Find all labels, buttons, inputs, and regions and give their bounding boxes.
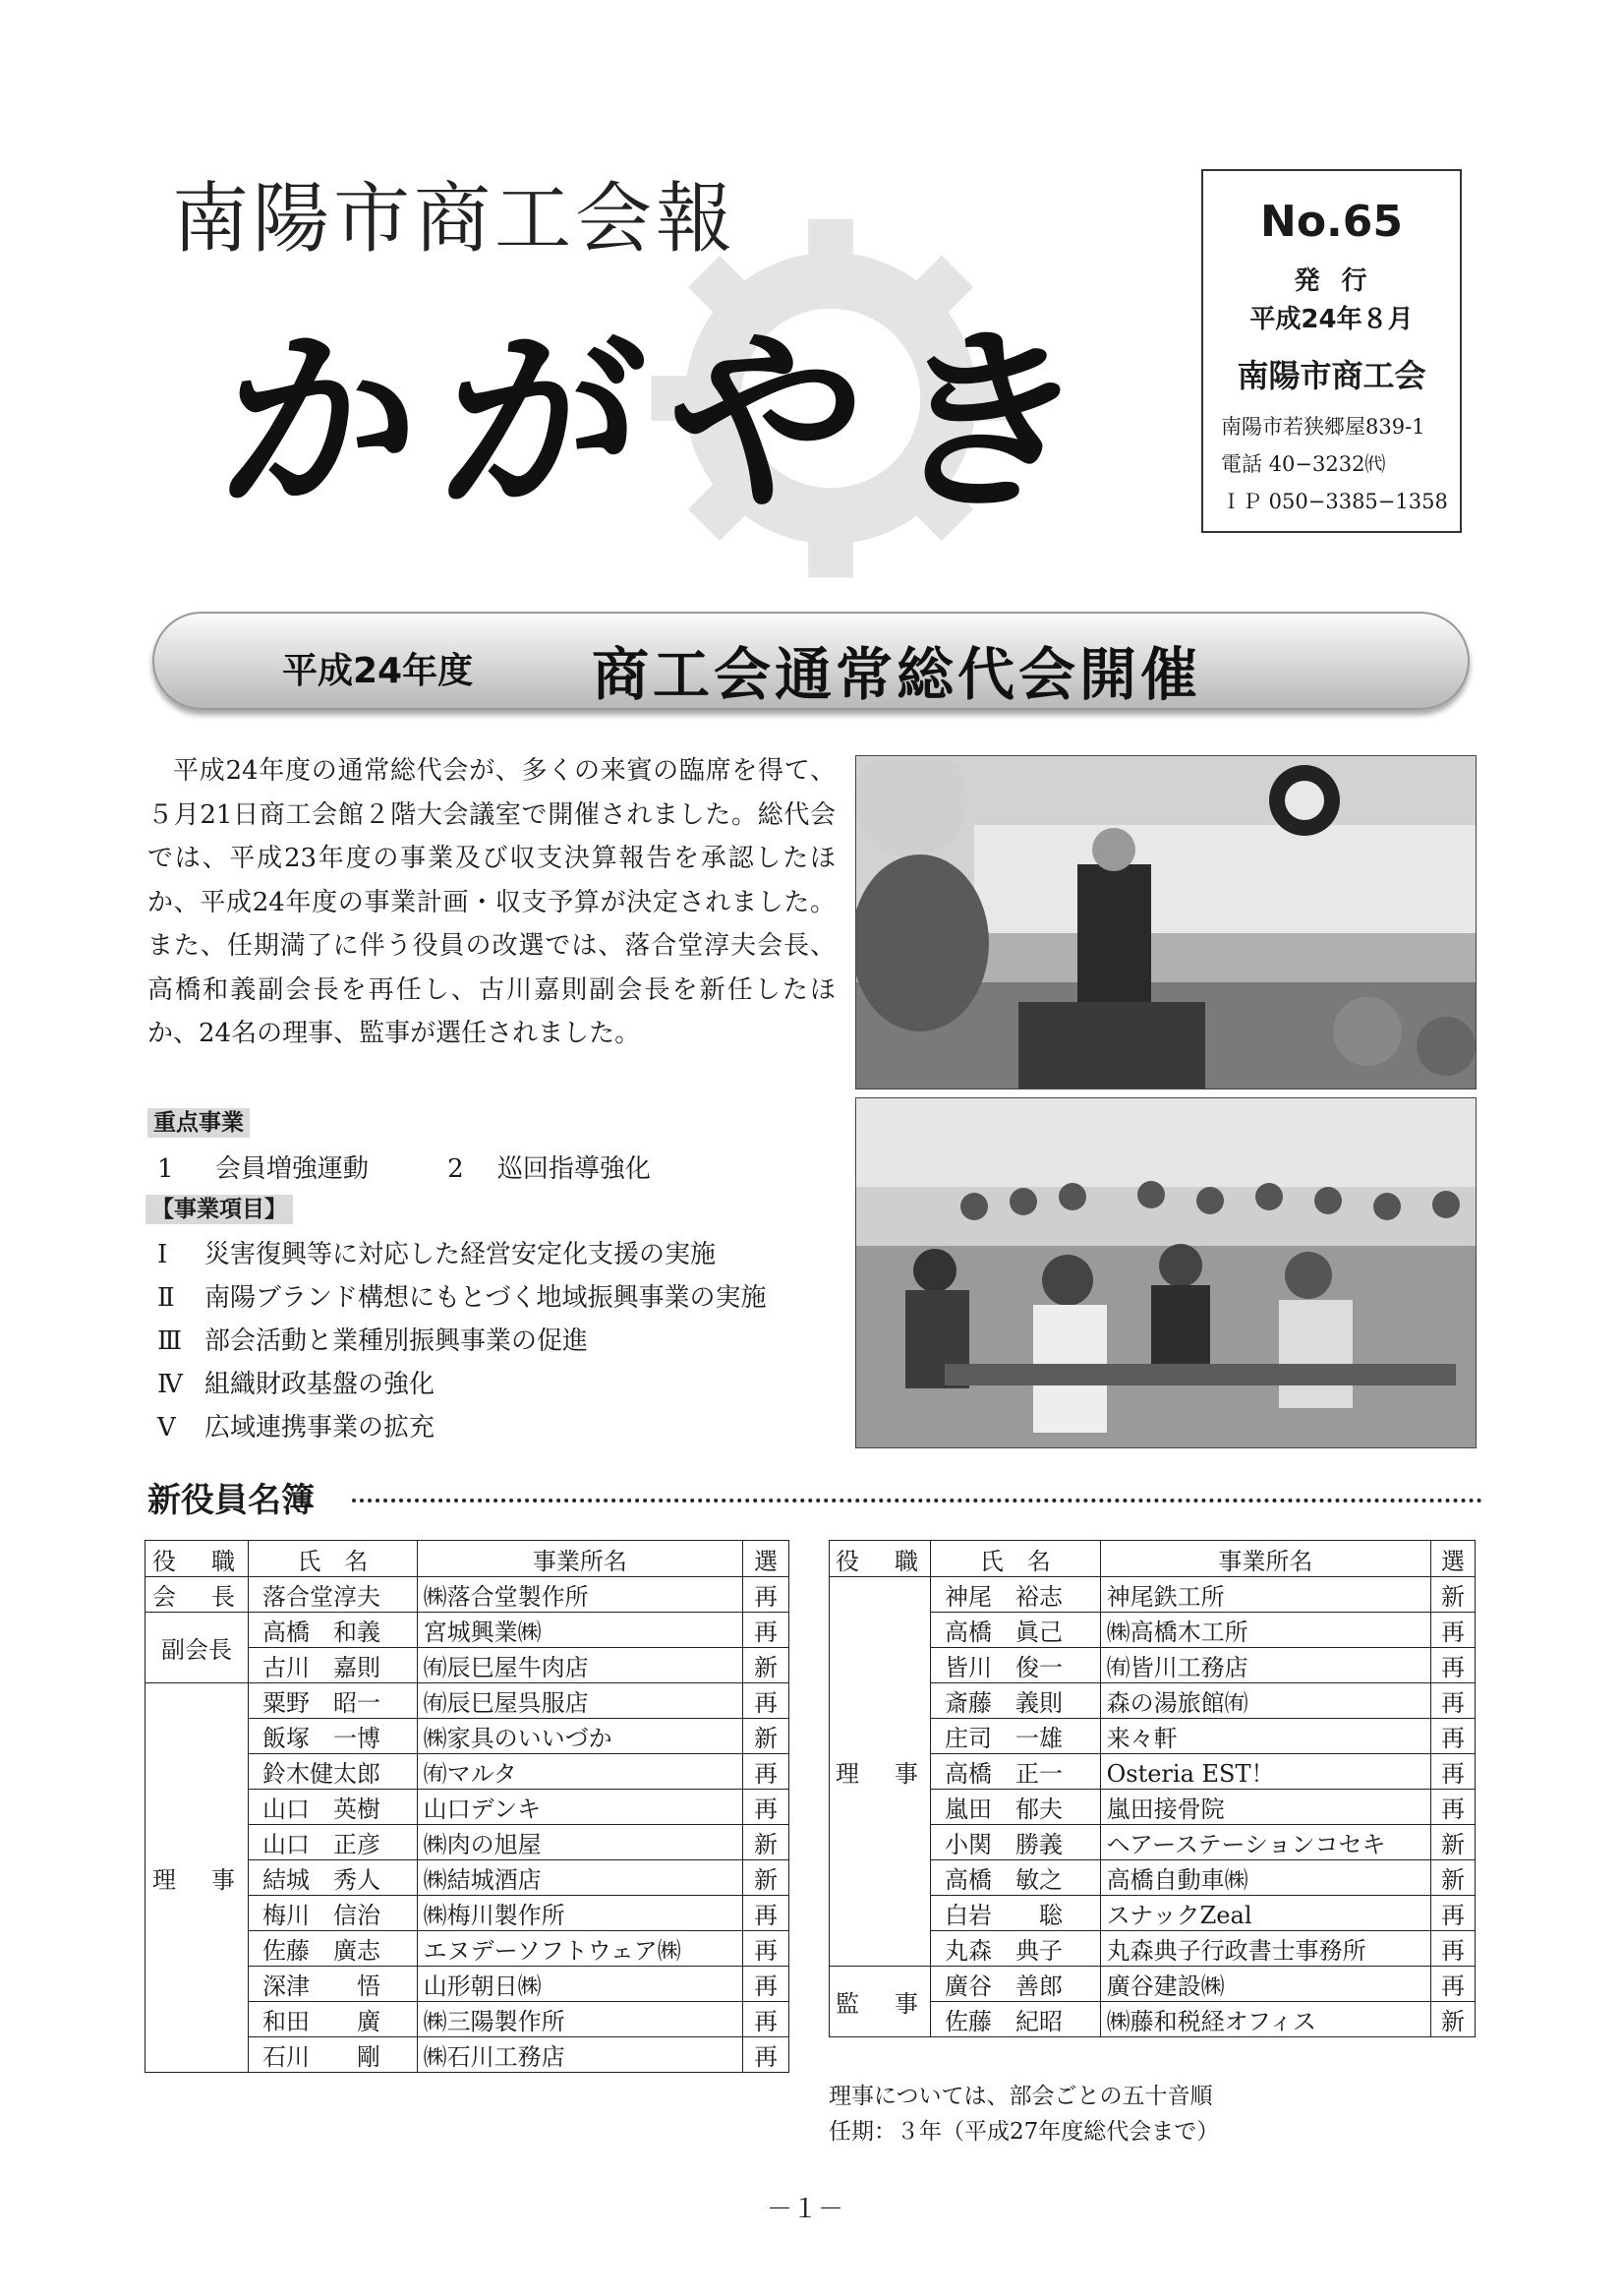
office-cell: 森の湯旅館㈲ <box>1100 1683 1430 1719</box>
office-cell: ㈱結城酒店 <box>417 1860 742 1896</box>
note-order: 理事については、部会ごとの五十音順 <box>829 2084 1213 2109</box>
page-number: －１－ <box>767 2195 844 2224</box>
roster-heading: 新役員名簿 <box>147 1481 315 1520</box>
project-text: 部会活動と業種別振興事業の促進 <box>204 1326 589 1356</box>
sel-cell: 再 <box>1431 1719 1476 1754</box>
sel-cell: 再 <box>743 1790 789 1825</box>
name-cell: 石川 剛 <box>248 2037 417 2073</box>
header-office: 事業所名 <box>417 1541 742 1577</box>
sel-cell: 再 <box>743 1967 789 2002</box>
office-cell: ㈱梅川製作所 <box>417 1896 742 1931</box>
sel-cell: 新 <box>1431 1825 1476 1860</box>
office-cell: 丸森典子行政書士事務所 <box>1100 1931 1430 1967</box>
project-text: 組織財政基盤の強化 <box>204 1370 435 1399</box>
list-item <box>157 1320 766 1363</box>
heading-dotted-rule <box>352 1499 1482 1502</box>
sel-cell: 再 <box>1431 1754 1476 1790</box>
project-num: Ⅴ <box>157 1413 176 1442</box>
issue-date: 平成24年８月 <box>1249 305 1414 334</box>
publication-title: 南陽市商工会報 <box>172 175 737 264</box>
office-cell: ㈲辰巳屋呉服店 <box>417 1683 742 1719</box>
sel-cell: 新 <box>743 1648 789 1683</box>
header-name: 氏 名 <box>931 1541 1101 1577</box>
priority-section <box>147 1104 250 1137</box>
sel-cell: 再 <box>743 1613 789 1648</box>
office-cell: エヌデーソフトウェア㈱ <box>417 1931 742 1967</box>
table-header-row <box>145 1541 789 1577</box>
priority-item-1-text: 会員増強運動 <box>214 1154 369 1184</box>
priority-item-2-text: 巡回指導強化 <box>496 1154 651 1184</box>
sel-cell: 再 <box>743 2037 789 2073</box>
issue-info-box <box>1201 169 1462 533</box>
name-cell: 粟野 昭一 <box>248 1683 417 1719</box>
office-cell: ㈱家具のいいづか <box>417 1719 742 1754</box>
office-cell: ㈱三陽製作所 <box>417 2002 742 2037</box>
issue-number: No.65 <box>1260 197 1403 247</box>
office-cell: ㈲マルタ <box>417 1754 742 1790</box>
table-header-row <box>830 1541 1476 1577</box>
project-text: 南陽ブランド構想にもとづく地域振興事業の実施 <box>204 1283 767 1313</box>
list-item <box>157 1406 766 1449</box>
priority-item-2-num: 2 <box>447 1154 464 1184</box>
project-num: Ⅰ <box>157 1240 168 1269</box>
role-cell: 監 事 <box>830 1967 931 2037</box>
name-cell: 高橋 正一 <box>931 1754 1101 1790</box>
project-num: Ⅲ <box>157 1326 183 1356</box>
name-cell: 神尾 裕志 <box>931 1577 1101 1613</box>
office-cell: 山口デンキ <box>417 1790 742 1825</box>
sel-cell: 新 <box>1431 2002 1476 2037</box>
header-sel: 選 <box>1431 1541 1476 1577</box>
address: 南陽市若狭郷屋839-1 <box>1221 415 1425 439</box>
table-row <box>145 1683 789 1719</box>
header-name: 氏 名 <box>248 1541 417 1577</box>
office-cell: ㈱落合堂製作所 <box>417 1577 742 1613</box>
sel-cell: 再 <box>743 1577 789 1613</box>
sel-cell: 再 <box>743 1896 789 1931</box>
organization-name: 南陽市商工会 <box>1237 357 1426 394</box>
office-cell: 宮城興業㈱ <box>417 1613 742 1648</box>
office-cell: ヘアーステーションコセキ <box>1100 1825 1430 1860</box>
name-cell: 山口 英樹 <box>248 1790 417 1825</box>
contact-details <box>1203 408 1460 520</box>
photo-speaker-at-podium <box>855 755 1477 1089</box>
name-cell: 高橋 眞己 <box>931 1613 1101 1648</box>
name-cell: 高橋 敏之 <box>931 1860 1101 1896</box>
projects-section <box>145 1191 293 1223</box>
roster-table-left <box>145 1540 789 2073</box>
name-cell: 鈴木健太郎 <box>248 1754 417 1790</box>
name-cell: 庄司 一雄 <box>931 1719 1101 1754</box>
name-cell: 白岩 聡 <box>931 1896 1101 1931</box>
name-cell: 嵐田 郁夫 <box>931 1790 1101 1825</box>
name-cell: 佐藤 紀昭 <box>931 2002 1101 2037</box>
name-cell: 飯塚 一博 <box>248 1719 417 1754</box>
project-num: Ⅱ <box>157 1283 175 1313</box>
name-cell: 古川 嘉則 <box>248 1648 417 1683</box>
sel-cell: 新 <box>743 1825 789 1860</box>
table-row <box>145 1613 789 1648</box>
name-cell: 深津 悟 <box>248 1967 417 2002</box>
roster-table-right <box>829 1540 1476 2037</box>
name-cell: 廣谷 善郎 <box>931 1967 1101 2002</box>
photo-meeting-audience <box>855 1097 1477 1448</box>
phone: 電話 40−3232㈹ <box>1221 452 1386 476</box>
priority-item-1-num: 1 <box>157 1154 174 1184</box>
headline-banner <box>152 612 1470 710</box>
office-cell: ㈱藤和税経オフィス <box>1100 2002 1430 2037</box>
name-cell: 丸森 典子 <box>931 1931 1101 1967</box>
projects-list <box>157 1233 766 1449</box>
name-cell: 結城 秀人 <box>248 1860 417 1896</box>
projects-label: 【事業項目】 <box>145 1195 293 1224</box>
office-cell: ㈱肉の旭屋 <box>417 1825 742 1860</box>
name-cell: 斎藤 義則 <box>931 1683 1101 1719</box>
name-cell: 高橋 和義 <box>248 1613 417 1648</box>
published-label: 発行 <box>1294 266 1389 296</box>
sel-cell: 新 <box>743 1860 789 1896</box>
name-cell: 佐藤 廣志 <box>248 1931 417 1967</box>
office-cell: ㈱高橋木工所 <box>1100 1613 1430 1648</box>
roster-notes <box>829 2079 1219 2149</box>
sel-cell: 再 <box>743 2002 789 2037</box>
table-row <box>145 1577 789 1613</box>
list-item <box>157 1363 766 1406</box>
sel-cell: 再 <box>1431 1967 1476 2002</box>
office-cell: 来々軒 <box>1100 1719 1430 1754</box>
sel-cell: 新 <box>743 1719 789 1754</box>
ip-phone: ＩＰ 050−3385−1358 <box>1221 490 1448 513</box>
list-item <box>157 1276 766 1320</box>
sel-cell: 再 <box>1431 1683 1476 1719</box>
office-cell: 高橋自動車㈱ <box>1100 1860 1430 1896</box>
name-cell: 皆川 俊一 <box>931 1648 1101 1683</box>
banner-title: 商工会通常総代会開催 <box>592 641 1202 708</box>
sel-cell: 新 <box>1431 1577 1476 1613</box>
header-office: 事業所名 <box>1100 1541 1430 1577</box>
office-cell: ㈲皆川工務店 <box>1100 1648 1430 1683</box>
role-cell: 副会長 <box>145 1613 249 1683</box>
sel-cell: 再 <box>1431 1931 1476 1967</box>
role-cell: 理 事 <box>145 1683 249 2073</box>
intro-paragraph: 平成24年度の通常総代会が、多くの来賓の臨席を得て、５月21日商工会館２階大会議室で開催されました。総代会では、平成23年度の事業及び収支決算報告を承認したほか、平成24年度の事業計画・収支予算が決定されました。また、任期満了に伴う役員の改選では、落合堂淳夫会長、高橋和義副会長を再任し、古川嘉則副会長を新任したほか、24名の理事、監事が選任されました。 <box>147 756 836 1048</box>
list-item <box>157 1233 766 1276</box>
role-cell: 理 事 <box>830 1577 931 1967</box>
role-cell: 会 長 <box>145 1577 249 1613</box>
priority-label: 重点事業 <box>147 1108 250 1138</box>
brush-title: かがやき <box>209 307 1124 538</box>
sel-cell: 再 <box>743 1683 789 1719</box>
project-text: 災害復興等に対応した経営安定化支援の実施 <box>204 1240 717 1269</box>
table-row <box>830 1967 1476 2002</box>
project-num: Ⅳ <box>157 1370 183 1399</box>
office-cell: 山形朝日㈱ <box>417 1967 742 2002</box>
header-role: 役 職 <box>830 1541 931 1577</box>
sel-cell: 再 <box>1431 1613 1476 1648</box>
name-cell: 和田 廣 <box>248 2002 417 2037</box>
name-cell: 山口 正彦 <box>248 1825 417 1860</box>
sel-cell: 再 <box>1431 1648 1476 1683</box>
sel-cell: 再 <box>1431 1896 1476 1931</box>
header-role: 役 職 <box>145 1541 249 1577</box>
office-cell: Osteria EST！ <box>1100 1754 1430 1790</box>
note-term: 任期：３年（平成27年度総代会まで） <box>829 2119 1220 2145</box>
office-cell: スナックZeal <box>1100 1896 1430 1931</box>
sel-cell: 新 <box>1431 1860 1476 1896</box>
office-cell: 嵐田接骨院 <box>1100 1790 1430 1825</box>
name-cell: 落合堂淳夫 <box>248 1577 417 1613</box>
name-cell: 梅川 信治 <box>248 1896 417 1931</box>
header-sel: 選 <box>743 1541 789 1577</box>
priority-items <box>157 1148 651 1185</box>
table-row <box>830 1577 1476 1613</box>
sel-cell: 再 <box>743 1754 789 1790</box>
office-cell: ㈲辰巳屋牛肉店 <box>417 1648 742 1683</box>
office-cell: 廣谷建設㈱ <box>1100 1967 1430 2002</box>
sel-cell: 再 <box>1431 1790 1476 1825</box>
office-cell: ㈱石川工務店 <box>417 2037 742 2073</box>
name-cell: 小関 勝義 <box>931 1825 1101 1860</box>
project-text: 広域連携事業の拡充 <box>204 1413 435 1442</box>
office-cell: 神尾鉄工所 <box>1100 1577 1430 1613</box>
sel-cell: 再 <box>743 1931 789 1967</box>
banner-year: 平成24年度 <box>282 651 474 691</box>
